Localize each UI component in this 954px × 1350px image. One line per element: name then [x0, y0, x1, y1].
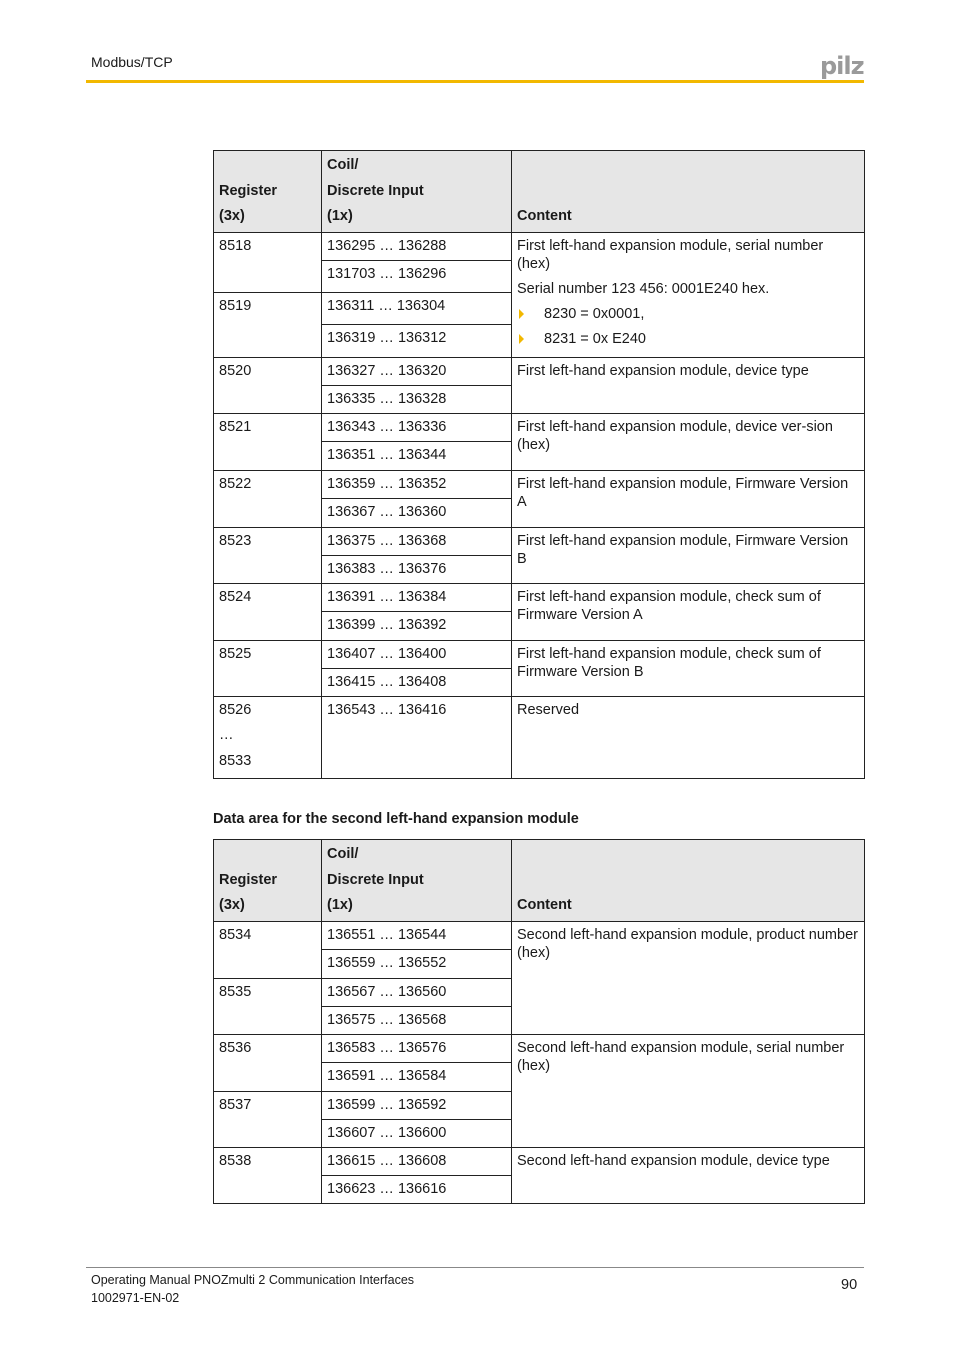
register-table-first-module — [213, 150, 865, 779]
coil-cell: 136399 … 136392 — [322, 611, 512, 640]
coil-cell: 136391 … 136384 — [322, 583, 512, 611]
register-cell: 8534 — [214, 921, 322, 978]
coil-cell: 136583 … 136576 — [322, 1034, 512, 1062]
content-cell: First left-hand expansion module, Firmware Version B — [512, 527, 865, 583]
register-cell: 8535 — [214, 978, 322, 1034]
serial-example: Serial number 123 456: 0001E240 hex. — [517, 280, 770, 297]
bullet-arrow-icon — [519, 309, 524, 319]
coil-cell: 136551 … 136544 — [322, 921, 512, 949]
content-cell: First left-hand expansion module, device type — [512, 357, 865, 413]
header-register: Register (3x) — [214, 151, 322, 233]
register-cell: 8525 — [214, 640, 322, 696]
header-register: Register (3x) — [214, 840, 322, 922]
coil-cell: 136383 … 136376 — [322, 555, 512, 583]
coil-cell: 136415 … 136408 — [322, 668, 512, 696]
section-heading: Data area for the second left-hand expansion module — [213, 811, 579, 827]
table-row — [214, 527, 865, 555]
register-cell: 8523 — [214, 527, 322, 583]
table-row — [214, 413, 865, 441]
bullet-item: 8230 = 0x0001, — [517, 305, 859, 323]
content-cell: Second left-hand expansion module, serial number (hex) — [512, 1034, 865, 1147]
content-cell-serial: First left-hand expansion module, serial number (hex) Serial number 123 456: 0001E240 hex. 8230 = 0x0001, 8231 = 0x E240 — [512, 232, 865, 357]
register-cell: 8519 — [214, 292, 322, 357]
coil-cell: 136567 … 136560 — [322, 978, 512, 1006]
header-content: Content — [512, 840, 865, 922]
footer-manual-title: Operating Manual PNOZmulti 2 Communication Interfaces — [91, 1273, 415, 1287]
header-coil: Coil/ Discrete Input (1x) — [322, 151, 512, 233]
coil-cell: 136375 … 136368 — [322, 527, 512, 555]
content-cell: First left-hand expansion module, check sum of Firmware Version A — [512, 583, 865, 640]
table-row — [214, 583, 865, 611]
coil-cell: 136351 … 136344 — [322, 441, 512, 470]
register-cell: 8524 — [214, 583, 322, 640]
table-row — [214, 921, 865, 949]
register-cell: 8538 — [214, 1147, 322, 1203]
table-row — [214, 1034, 865, 1062]
coil-cell: 136359 … 136352 — [322, 470, 512, 498]
bullet-arrow-icon — [519, 334, 524, 344]
running-header-title: Modbus/TCP — [91, 54, 173, 70]
table-row — [214, 1147, 865, 1175]
coil-cell: 136407 … 136400 — [322, 640, 512, 668]
register-cell: 8526 … 8533 — [214, 696, 322, 779]
coil-cell: 136559 … 136552 — [322, 949, 512, 978]
table-header-row — [214, 151, 865, 233]
coil-cell: 136327 … 136320 — [322, 357, 512, 385]
table-row-reserved — [214, 696, 865, 779]
coil-cell: 136335 … 136328 — [322, 385, 512, 413]
coil-cell: 136367 … 136360 — [322, 498, 512, 527]
register-cell: 8521 — [214, 413, 322, 470]
footer-document-number: 1002971-EN-02 — [91, 1291, 180, 1305]
content-cell: First left-hand expansion module, check sum of Firmware Version B — [512, 640, 865, 696]
coil-cell: 136615 … 136608 — [322, 1147, 512, 1175]
footer-rule — [86, 1267, 864, 1268]
table-header-row — [214, 840, 865, 922]
coil-cell: 136295 … 136288 — [322, 232, 512, 260]
content-cell: First left-hand expansion module, Firmware Version A — [512, 470, 865, 527]
coil-cell: 136575 … 136568 — [322, 1006, 512, 1034]
coil-cell: 136343 … 136336 — [322, 413, 512, 441]
coil-cell: 136543 … 136416 — [322, 696, 512, 779]
content-cell: Second left-hand expansion module, product number (hex) — [512, 921, 865, 1034]
header-coil: Coil/ Discrete Input (1x) — [322, 840, 512, 922]
content-cell: First left-hand expansion module, device ver-sion (hex) — [512, 413, 865, 470]
register-cell: 8518 — [214, 232, 322, 292]
page-number: 90 — [841, 1277, 858, 1293]
coil-cell: 136599 … 136592 — [322, 1091, 512, 1119]
register-cell: 8522 — [214, 470, 322, 527]
coil-cell: 136607 … 136600 — [322, 1119, 512, 1147]
content-cell: Reserved — [512, 696, 865, 779]
coil-cell: 136623 … 136616 — [322, 1175, 512, 1203]
register-table-second-module — [213, 839, 865, 1204]
register-cell: 8520 — [214, 357, 322, 413]
table-row — [214, 640, 865, 668]
bullet-item: 8231 = 0x E240 — [517, 330, 859, 348]
coil-cell: 136591 … 136584 — [322, 1062, 512, 1091]
table-row — [214, 232, 865, 260]
coil-cell: 136319 … 136312 — [322, 324, 512, 357]
table-row — [214, 470, 865, 498]
header-rule — [86, 80, 864, 83]
coil-cell: 131703 … 136296 — [322, 260, 512, 292]
pilz-logo: pilz — [820, 52, 864, 80]
register-cell: 8536 — [214, 1034, 322, 1091]
header-content: Content — [512, 151, 865, 233]
register-cell: 8537 — [214, 1091, 322, 1147]
coil-cell: 136311 … 136304 — [322, 292, 512, 324]
content-cell: Second left-hand expansion module, device type — [512, 1147, 865, 1203]
table-row — [214, 357, 865, 385]
